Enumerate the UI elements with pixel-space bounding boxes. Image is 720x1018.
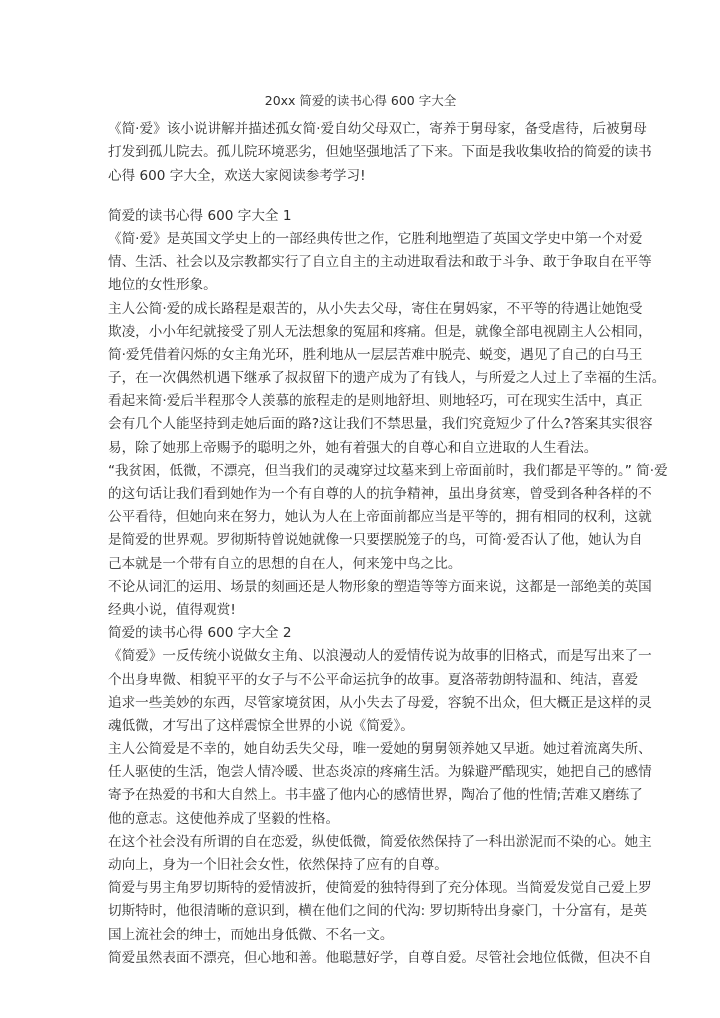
text-line: 魂低微，才写出了这样震惊全世界的小说《简爱》。 [108, 717, 414, 734]
text-line: 主人公简·爱的成长路程是艰苦的，从小失去父母，寄住在舅妈家，不平等的待遇让她饱受 [108, 300, 643, 317]
text-line: 是简爱的世界观。罗彻斯特曾说她就像一只要摆脱笼子的鸟，可简·爱否认了他，她认为自 [108, 532, 643, 549]
section-heading [108, 622, 613, 645]
text-line: 打发到孤儿院去。孤儿院环境恶劣，但她坚强地活了下来。下面是我收集收拾的简爱的读书 [108, 144, 652, 161]
text-line: 简·爱凭借着闪烁的女主角光环，胜利地从一层层苦难中脱壳、蜕变，遇见了自己的白马王 [108, 346, 643, 363]
document-body [108, 118, 668, 970]
text-line: 主人公简爱是不幸的，她自幼丢失父母，唯一爱她的舅舅领养她又早逝。她过着流离失所、 [108, 741, 652, 758]
text-line: 切斯特时，他很清晰的意识到，横在他们之间的代沟: 罗切斯特出身豪门，十分富有，是英 [108, 903, 648, 920]
paragraph [108, 738, 652, 831]
text-line: 追求一些美妙的东西，尽管家境贫困，从小失去了母爱，容貌不出众，但大概正是这样的灵 [108, 694, 652, 711]
paragraph [108, 298, 666, 460]
text-line: 会有几个人能坚持到走她后面的路?这让我们不禁思量，我们究竟短少了什么?答案其实很容 [108, 416, 653, 433]
blank-line [108, 188, 613, 205]
section-heading [108, 205, 613, 228]
text-line: 国上流社会的绅士，而她出身低微、不名一文。 [108, 926, 394, 943]
text-line: 简爱的读书心得 600 字大全 1 [108, 207, 292, 224]
text-line: 个出身卑微、相貌平平的女子与不公平命运抗争的故事。夏洛蒂勃朗特温和、纯洁，喜爱 [108, 671, 639, 688]
text-line: 己本就是一个带有自立的思想的自在人，何来笼中鸟之比。 [108, 555, 462, 572]
text-line: 任人驱使的生活，饱尝人情冷暖、世态炎凉的疼痛生活。为躲避严酷现实，她把自己的感情 [108, 764, 652, 781]
text-line: 他的意志。这使他养成了坚毅的性格。 [108, 810, 340, 827]
text-line: 寄予在热爱的书和大自然上。书丰盛了他内心的感情世界，陶冶了他的性情;苦难又磨练了 [108, 787, 643, 804]
text-line: 不论从词汇的运用、场景的刻画还是人物形象的塑造等等方面来说，这都是一部绝美的英国 [108, 578, 652, 595]
paragraph [108, 576, 652, 622]
text-line: 简爱的读书心得 600 字大全 2 [108, 625, 292, 642]
paragraph [108, 118, 652, 188]
text-line: 易，除了她那上帝赐予的聪明之外，她有着强大的自尊心和自立进取的人生看法。 [108, 439, 598, 456]
paragraph [108, 877, 652, 947]
document-title: 20xx 简爱的读书心得 600 字大全 [264, 93, 457, 108]
text-line: 的这句话让我们看到她作为一个有自尊的人的抗争精神，虽出身贫寒，曾受到各种各样的不 [108, 486, 652, 502]
text-line: 看起来简·爱后半程那令人羡慕的旅程走的是则地舒坦、则地轻巧，可在现实生活中，真正 [108, 393, 643, 410]
text-line: 《简·爱》该小说讲解并描述孤女简·爱自幼父母双亡，寄养于舅母家，备受虐待，后被舅母 [108, 121, 647, 138]
text-line: “我贫困，低微，不漂亮，但当我们的灵魂穿过坟墓来到上帝面前时，我们都是平等的。” 简·爱 [108, 462, 668, 479]
text-line: 《简·爱》是英国文学史上的一部经典传世之作，它胜利地塑造了英国文学史中第一个对爱 [108, 230, 643, 247]
text-line: 简爱与男主角罗切斯特的爱情波折，使简爱的独特得到了充分体现。当简爱发觉自己爱上罗 [108, 880, 652, 897]
paragraph [108, 947, 652, 970]
paragraph [108, 460, 668, 576]
text-line: 地位的女性形象。 [108, 277, 217, 294]
text-line: 在这个社会没有所谓的自在恋爱，纵使低微，简爱依然保持了一科出淤泥而不染的心。她主 [108, 833, 652, 850]
text-line: 心得 600 字大全，欢送大家阅读参考学习! [108, 167, 366, 184]
paragraph [108, 228, 652, 298]
document-page [108, 89, 668, 970]
text-line: 《简爱》一反传统小说做女主角、以浪漫动人的爱情传说为故事的旧格式，而是写出来了一 [108, 648, 652, 665]
paragraph [108, 831, 652, 877]
text-line: 子，在一次偶然机遇下继承了叔叔留下的遗产成为了有钱人，与所爱之人过上了幸福的生活。 [108, 370, 666, 387]
text-line: 经典小说，值得观赏! [108, 601, 236, 618]
text-line: 动向上，身为一个旧社会女性，依然保持了应有的自尊。 [108, 857, 448, 873]
text-line: 欺凌，小小年纪就接受了别人无法想象的冤屈和疼痛。但是，就像全部电视剧主人公相同， [108, 323, 652, 340]
paragraph [108, 645, 652, 738]
text-line: 公平看待，但她向来在努力，她认为人在上帝面前都应当是平等的，拥有相同的权利，这就 [108, 509, 652, 526]
text-line: 简爱虽然表面不漂亮，但心地和善。他聪慧好学，自尊自爱。尽管社会地位低微，但决不自 [108, 949, 652, 966]
text-line: 情、生活、社会以及宗教都实行了自立自主的主动进取看法和敢于斗争、敢于争取自在平等 [108, 254, 652, 271]
